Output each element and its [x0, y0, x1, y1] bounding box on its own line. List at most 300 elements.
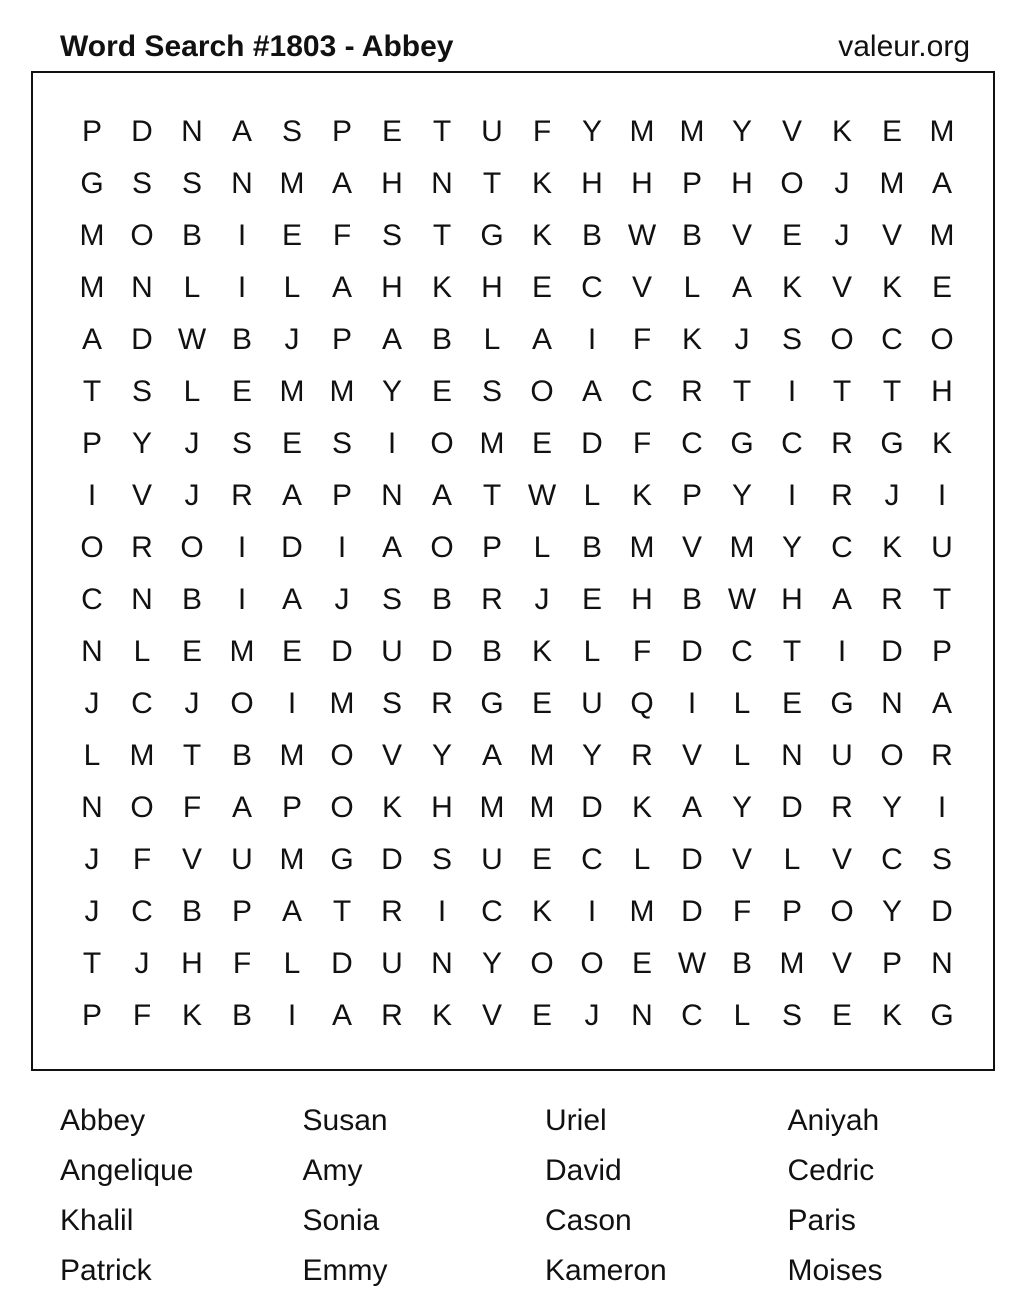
grid-cell[interactable]: A — [831, 583, 852, 616]
grid-cell[interactable]: V — [731, 219, 752, 252]
grid-cell[interactable]: U — [481, 115, 503, 148]
grid-cell[interactable]: L — [133, 635, 151, 668]
grid-cell[interactable]: I — [237, 219, 247, 252]
grid-cell[interactable]: D — [681, 895, 703, 928]
grid-cell[interactable]: H — [581, 167, 603, 200]
grid-cell[interactable]: J — [84, 687, 100, 720]
grid-cell[interactable]: G — [330, 843, 354, 876]
grid-cell[interactable]: C — [581, 271, 603, 304]
grid-cell[interactable]: D — [581, 791, 603, 824]
grid-cell[interactable]: O — [330, 791, 354, 824]
grid-cell[interactable]: E — [281, 219, 302, 252]
grid-cell[interactable]: C — [831, 531, 853, 564]
grid-cell[interactable]: M — [479, 427, 505, 460]
grid-cell[interactable]: O — [330, 739, 354, 772]
grid-cell[interactable]: R — [131, 531, 153, 564]
grid-cell[interactable]: S — [281, 115, 302, 148]
grid-cell[interactable]: D — [881, 635, 903, 668]
grid-cell[interactable]: K — [381, 791, 402, 824]
grid-cell[interactable]: M — [79, 271, 105, 304]
grid-cell[interactable]: M — [279, 167, 305, 200]
grid-cell[interactable]: E — [531, 687, 552, 720]
grid-cell[interactable]: N — [881, 687, 903, 720]
grid-cell[interactable]: K — [781, 271, 802, 304]
grid-cell[interactable]: T — [182, 739, 202, 772]
grid-cell[interactable]: R — [681, 375, 703, 408]
grid-cell[interactable]: B — [681, 219, 702, 252]
grid-cell[interactable]: A — [331, 167, 352, 200]
grid-cell[interactable]: L — [483, 323, 501, 356]
grid-cell[interactable]: I — [87, 479, 97, 512]
grid-cell[interactable]: Y — [431, 739, 452, 772]
grid-cell[interactable]: L — [733, 687, 751, 720]
grid-cell[interactable]: T — [82, 947, 102, 980]
grid-cell[interactable]: I — [687, 687, 697, 720]
grid-cell[interactable]: I — [587, 323, 597, 356]
grid-cell[interactable]: E — [581, 583, 602, 616]
grid-cell[interactable]: O — [580, 947, 604, 980]
grid-cell[interactable]: J — [184, 479, 200, 512]
grid-cell[interactable]: O — [130, 219, 154, 252]
grid-cell[interactable]: S — [481, 375, 502, 408]
grid-cell[interactable]: D — [931, 895, 953, 928]
grid-cell[interactable]: F — [232, 947, 252, 980]
grid-cell[interactable]: C — [131, 895, 153, 928]
grid-cell[interactable]: V — [681, 531, 702, 564]
grid-cell[interactable]: D — [781, 791, 803, 824]
grid-cell[interactable]: C — [631, 375, 653, 408]
grid-cell[interactable]: N — [381, 479, 403, 512]
grid-cell[interactable]: E — [381, 115, 402, 148]
grid-cell[interactable]: L — [583, 635, 601, 668]
grid-cell[interactable]: S — [131, 167, 152, 200]
grid-cell[interactable]: S — [181, 167, 202, 200]
grid-cell[interactable]: K — [881, 271, 902, 304]
grid-cell[interactable]: V — [381, 739, 402, 772]
grid-cell[interactable]: L — [583, 479, 601, 512]
grid-cell[interactable]: E — [531, 999, 552, 1032]
grid-cell[interactable]: W — [677, 947, 707, 980]
grid-cell[interactable]: B — [681, 583, 702, 616]
grid-cell[interactable]: N — [781, 739, 803, 772]
grid-cell[interactable]: G — [930, 999, 954, 1032]
grid-cell[interactable]: M — [879, 167, 905, 200]
grid-cell[interactable]: I — [287, 687, 297, 720]
grid-cell[interactable]: E — [181, 635, 202, 668]
grid-cell[interactable]: A — [931, 167, 952, 200]
grid-cell[interactable]: I — [437, 895, 447, 928]
grid-cell[interactable]: K — [631, 479, 652, 512]
grid-cell[interactable]: C — [881, 323, 903, 356]
grid-cell[interactable]: H — [931, 375, 953, 408]
grid-cell[interactable]: B — [581, 219, 602, 252]
grid-cell[interactable]: Q — [630, 687, 654, 720]
grid-cell[interactable]: C — [731, 635, 753, 668]
grid-cell[interactable]: C — [881, 843, 903, 876]
grid-cell[interactable]: M — [629, 531, 655, 564]
grid-cell[interactable]: G — [880, 427, 904, 460]
grid-cell[interactable]: D — [581, 427, 603, 460]
grid-cell[interactable]: T — [782, 635, 802, 668]
grid-cell[interactable]: Y — [731, 479, 752, 512]
grid-cell[interactable]: P — [881, 947, 902, 980]
grid-cell[interactable]: M — [329, 375, 355, 408]
grid-cell[interactable]: T — [82, 375, 102, 408]
grid-cell[interactable]: C — [781, 427, 803, 460]
grid-cell[interactable]: E — [531, 427, 552, 460]
grid-cell[interactable]: H — [481, 271, 503, 304]
grid-cell[interactable]: N — [431, 167, 453, 200]
grid-cell[interactable]: P — [81, 427, 102, 460]
grid-cell[interactable]: D — [681, 635, 703, 668]
grid-cell[interactable]: K — [881, 531, 902, 564]
grid-cell[interactable]: G — [830, 687, 854, 720]
grid-cell[interactable]: V — [481, 999, 502, 1032]
grid-cell[interactable]: O — [80, 531, 104, 564]
grid-cell[interactable]: Y — [881, 791, 902, 824]
grid-cell[interactable]: L — [283, 947, 301, 980]
grid-cell[interactable]: M — [229, 635, 255, 668]
grid-cell[interactable]: A — [281, 583, 302, 616]
grid-cell[interactable]: B — [181, 583, 202, 616]
grid-cell[interactable]: N — [631, 999, 653, 1032]
grid-cell[interactable]: C — [581, 843, 603, 876]
grid-cell[interactable]: O — [180, 531, 204, 564]
grid-cell[interactable]: U — [931, 531, 953, 564]
grid-cell[interactable]: P — [281, 791, 302, 824]
grid-cell[interactable]: O — [130, 791, 154, 824]
grid-cell[interactable]: H — [781, 583, 803, 616]
grid-cell[interactable]: W — [727, 583, 757, 616]
grid-cell[interactable]: A — [381, 531, 402, 564]
grid-cell[interactable]: L — [783, 843, 801, 876]
grid-cell[interactable]: I — [587, 895, 597, 928]
grid-cell[interactable]: F — [332, 219, 352, 252]
grid-cell[interactable]: K — [931, 427, 952, 460]
grid-cell[interactable]: G — [480, 219, 504, 252]
grid-cell[interactable]: E — [281, 427, 302, 460]
grid-cell[interactable]: J — [884, 479, 900, 512]
grid-cell[interactable]: C — [131, 687, 153, 720]
grid-cell[interactable]: T — [482, 167, 502, 200]
grid-cell[interactable]: O — [430, 531, 454, 564]
grid-cell[interactable]: T — [832, 375, 852, 408]
grid-cell[interactable]: I — [337, 531, 347, 564]
grid-cell[interactable]: L — [733, 739, 751, 772]
grid-cell[interactable]: E — [781, 219, 802, 252]
grid-cell[interactable]: V — [631, 271, 652, 304]
grid-cell[interactable]: E — [281, 635, 302, 668]
grid-cell[interactable]: M — [279, 739, 305, 772]
grid-cell[interactable]: P — [931, 635, 952, 668]
grid-cell[interactable]: U — [381, 635, 403, 668]
grid-cell[interactable]: Y — [381, 375, 402, 408]
grid-cell[interactable]: P — [331, 323, 352, 356]
grid-cell[interactable]: V — [831, 271, 852, 304]
grid-cell[interactable]: K — [531, 895, 552, 928]
grid-cell[interactable]: V — [681, 739, 702, 772]
grid-cell[interactable]: D — [131, 115, 153, 148]
grid-cell[interactable]: Y — [581, 739, 602, 772]
grid-cell[interactable]: N — [81, 791, 103, 824]
grid-cell[interactable]: K — [431, 271, 452, 304]
grid-cell[interactable]: H — [631, 167, 653, 200]
grid-cell[interactable]: E — [531, 843, 552, 876]
grid-cell[interactable]: U — [831, 739, 853, 772]
grid-cell[interactable]: A — [281, 895, 302, 928]
grid-cell[interactable]: A — [331, 999, 352, 1032]
grid-cell[interactable]: S — [231, 427, 252, 460]
grid-cell[interactable]: D — [331, 947, 353, 980]
grid-cell[interactable]: S — [381, 219, 402, 252]
grid-cell[interactable]: S — [381, 583, 402, 616]
grid-cell[interactable]: K — [631, 791, 652, 824]
grid-cell[interactable]: M — [79, 219, 105, 252]
grid-cell[interactable]: K — [881, 999, 902, 1032]
grid-cell[interactable]: Y — [131, 427, 152, 460]
grid-cell[interactable]: F — [532, 115, 552, 148]
grid-cell[interactable]: J — [184, 427, 200, 460]
grid-cell[interactable]: M — [629, 895, 655, 928]
grid-cell[interactable]: N — [131, 583, 153, 616]
grid-cell[interactable]: I — [787, 375, 797, 408]
grid-cell[interactable]: R — [381, 895, 403, 928]
grid-cell[interactable]: G — [480, 687, 504, 720]
grid-cell[interactable]: B — [181, 895, 202, 928]
grid-cell[interactable]: B — [231, 999, 252, 1032]
grid-cell[interactable]: M — [129, 739, 155, 772]
grid-cell[interactable]: M — [279, 843, 305, 876]
grid-cell[interactable]: A — [431, 479, 452, 512]
grid-cell[interactable]: L — [733, 999, 751, 1032]
grid-cell[interactable]: O — [830, 895, 854, 928]
grid-cell[interactable]: N — [181, 115, 203, 148]
grid-cell[interactable]: U — [381, 947, 403, 980]
grid-cell[interactable]: A — [331, 271, 352, 304]
grid-cell[interactable]: Y — [781, 531, 802, 564]
grid-cell[interactable]: Y — [731, 115, 752, 148]
grid-cell[interactable]: I — [237, 583, 247, 616]
grid-cell[interactable]: F — [632, 427, 652, 460]
grid-cell[interactable]: V — [131, 479, 152, 512]
grid-cell[interactable]: U — [481, 843, 503, 876]
grid-cell[interactable]: J — [834, 167, 850, 200]
grid-cell[interactable]: T — [482, 479, 502, 512]
grid-cell[interactable]: W — [177, 323, 207, 356]
grid-cell[interactable]: W — [627, 219, 657, 252]
grid-cell[interactable]: O — [530, 947, 554, 980]
grid-cell[interactable]: J — [334, 583, 350, 616]
grid-cell[interactable]: O — [930, 323, 954, 356]
grid-cell[interactable]: Y — [881, 895, 902, 928]
grid-cell[interactable]: S — [931, 843, 952, 876]
grid-cell[interactable]: B — [181, 219, 202, 252]
grid-cell[interactable]: G — [80, 167, 104, 200]
grid-cell[interactable]: D — [131, 323, 153, 356]
grid-cell[interactable]: C — [481, 895, 503, 928]
grid-cell[interactable]: L — [533, 531, 551, 564]
grid-cell[interactable]: R — [881, 583, 903, 616]
grid-cell[interactable]: N — [931, 947, 953, 980]
grid-cell[interactable]: R — [631, 739, 653, 772]
grid-cell[interactable]: N — [81, 635, 103, 668]
grid-cell[interactable]: H — [181, 947, 203, 980]
grid-cell[interactable]: R — [931, 739, 953, 772]
grid-cell[interactable]: A — [681, 791, 702, 824]
grid-cell[interactable]: M — [329, 687, 355, 720]
grid-cell[interactable]: T — [882, 375, 902, 408]
grid-cell[interactable]: F — [632, 323, 652, 356]
grid-cell[interactable]: J — [284, 323, 300, 356]
grid-cell[interactable]: E — [831, 999, 852, 1032]
grid-cell[interactable]: E — [781, 687, 802, 720]
grid-cell[interactable]: B — [581, 531, 602, 564]
grid-cell[interactable]: R — [381, 999, 403, 1032]
grid-cell[interactable]: E — [531, 271, 552, 304]
grid-cell[interactable]: W — [527, 479, 557, 512]
grid-cell[interactable]: M — [929, 219, 955, 252]
grid-cell[interactable]: H — [381, 167, 403, 200]
grid-cell[interactable]: E — [881, 115, 902, 148]
grid-cell[interactable]: V — [831, 843, 852, 876]
grid-cell[interactable]: K — [831, 115, 852, 148]
grid-cell[interactable]: L — [83, 739, 101, 772]
grid-cell[interactable]: C — [681, 427, 703, 460]
grid-cell[interactable]: A — [381, 323, 402, 356]
grid-cell[interactable]: A — [81, 323, 102, 356]
grid-cell[interactable]: L — [633, 843, 651, 876]
grid-cell[interactable]: J — [584, 999, 600, 1032]
grid-cell[interactable]: M — [479, 791, 505, 824]
grid-cell[interactable]: U — [581, 687, 603, 720]
grid-cell[interactable]: J — [734, 323, 750, 356]
grid-cell[interactable]: O — [880, 739, 904, 772]
grid-cell[interactable]: B — [481, 635, 502, 668]
grid-cell[interactable]: S — [781, 999, 802, 1032]
grid-cell[interactable]: J — [834, 219, 850, 252]
grid-cell[interactable]: V — [831, 947, 852, 980]
grid-cell[interactable]: O — [430, 427, 454, 460]
grid-cell[interactable]: I — [937, 479, 947, 512]
grid-cell[interactable]: J — [134, 947, 150, 980]
grid-cell[interactable]: F — [732, 895, 752, 928]
grid-cell[interactable]: G — [730, 427, 754, 460]
grid-cell[interactable]: O — [230, 687, 254, 720]
grid-cell[interactable]: I — [937, 791, 947, 824]
grid-cell[interactable]: A — [931, 687, 952, 720]
grid-cell[interactable]: P — [331, 479, 352, 512]
grid-cell[interactable]: V — [781, 115, 802, 148]
grid-cell[interactable]: I — [237, 271, 247, 304]
grid-cell[interactable]: N — [231, 167, 253, 200]
grid-cell[interactable]: P — [331, 115, 352, 148]
grid-cell[interactable]: T — [332, 895, 352, 928]
grid-cell[interactable]: M — [529, 739, 555, 772]
grid-cell[interactable]: O — [830, 323, 854, 356]
grid-cell[interactable]: K — [531, 219, 552, 252]
grid-cell[interactable]: F — [132, 999, 152, 1032]
grid-cell[interactable]: R — [831, 479, 853, 512]
grid-cell[interactable]: D — [331, 635, 353, 668]
grid-cell[interactable]: P — [231, 895, 252, 928]
grid-cell[interactable]: P — [81, 999, 102, 1032]
grid-cell[interactable]: T — [432, 219, 452, 252]
grid-cell[interactable]: D — [281, 531, 303, 564]
grid-cell[interactable]: D — [431, 635, 453, 668]
grid-cell[interactable]: O — [530, 375, 554, 408]
grid-cell[interactable]: P — [681, 167, 702, 200]
grid-cell[interactable]: I — [237, 531, 247, 564]
grid-cell[interactable]: J — [84, 843, 100, 876]
grid-cell[interactable]: Y — [731, 791, 752, 824]
grid-cell[interactable]: O — [780, 167, 804, 200]
grid-cell[interactable]: K — [431, 999, 452, 1032]
grid-cell[interactable]: H — [731, 167, 753, 200]
grid-cell[interactable]: E — [931, 271, 952, 304]
grid-cell[interactable]: M — [679, 115, 705, 148]
grid-cell[interactable]: A — [731, 271, 752, 304]
grid-cell[interactable]: F — [632, 635, 652, 668]
grid-cell[interactable]: B — [431, 583, 452, 616]
grid-cell[interactable]: V — [181, 843, 202, 876]
grid-cell[interactable]: P — [681, 479, 702, 512]
grid-cell[interactable]: A — [231, 791, 252, 824]
grid-cell[interactable]: P — [81, 115, 102, 148]
grid-cell[interactable]: R — [231, 479, 253, 512]
grid-cell[interactable]: L — [183, 271, 201, 304]
grid-cell[interactable]: I — [837, 635, 847, 668]
grid-cell[interactable]: S — [131, 375, 152, 408]
grid-cell[interactable]: L — [683, 271, 701, 304]
grid-cell[interactable]: J — [84, 895, 100, 928]
grid-cell[interactable]: S — [431, 843, 452, 876]
grid-cell[interactable]: R — [431, 687, 453, 720]
grid-cell[interactable]: M — [629, 115, 655, 148]
grid-cell[interactable]: S — [381, 687, 402, 720]
grid-cell[interactable]: K — [181, 999, 202, 1032]
grid-cell[interactable]: K — [531, 635, 552, 668]
grid-cell[interactable]: S — [781, 323, 802, 356]
grid-cell[interactable]: V — [881, 219, 902, 252]
grid-cell[interactable]: H — [631, 583, 653, 616]
grid-cell[interactable]: T — [732, 375, 752, 408]
grid-cell[interactable]: D — [381, 843, 403, 876]
grid-cell[interactable]: E — [431, 375, 452, 408]
grid-cell[interactable]: R — [481, 583, 503, 616]
grid-cell[interactable]: B — [731, 947, 752, 980]
grid-cell[interactable]: T — [432, 115, 452, 148]
grid-cell[interactable]: D — [681, 843, 703, 876]
grid-cell[interactable]: K — [531, 167, 552, 200]
grid-cell[interactable]: M — [729, 531, 755, 564]
grid-cell[interactable]: L — [283, 271, 301, 304]
grid-cell[interactable]: H — [431, 791, 453, 824]
grid-cell[interactable]: E — [631, 947, 652, 980]
grid-cell[interactable]: I — [787, 479, 797, 512]
grid-cell[interactable]: A — [531, 323, 552, 356]
grid-cell[interactable]: B — [231, 739, 252, 772]
grid-cell[interactable]: M — [779, 947, 805, 980]
grid-cell[interactable]: A — [231, 115, 252, 148]
grid-cell[interactable]: B — [431, 323, 452, 356]
grid-cell[interactable]: I — [387, 427, 397, 460]
grid-cell[interactable]: C — [81, 583, 103, 616]
grid-cell[interactable]: R — [831, 427, 853, 460]
grid-cell[interactable]: S — [331, 427, 352, 460]
grid-cell[interactable]: J — [184, 687, 200, 720]
grid-cell[interactable]: N — [431, 947, 453, 980]
grid-cell[interactable]: M — [929, 115, 955, 148]
